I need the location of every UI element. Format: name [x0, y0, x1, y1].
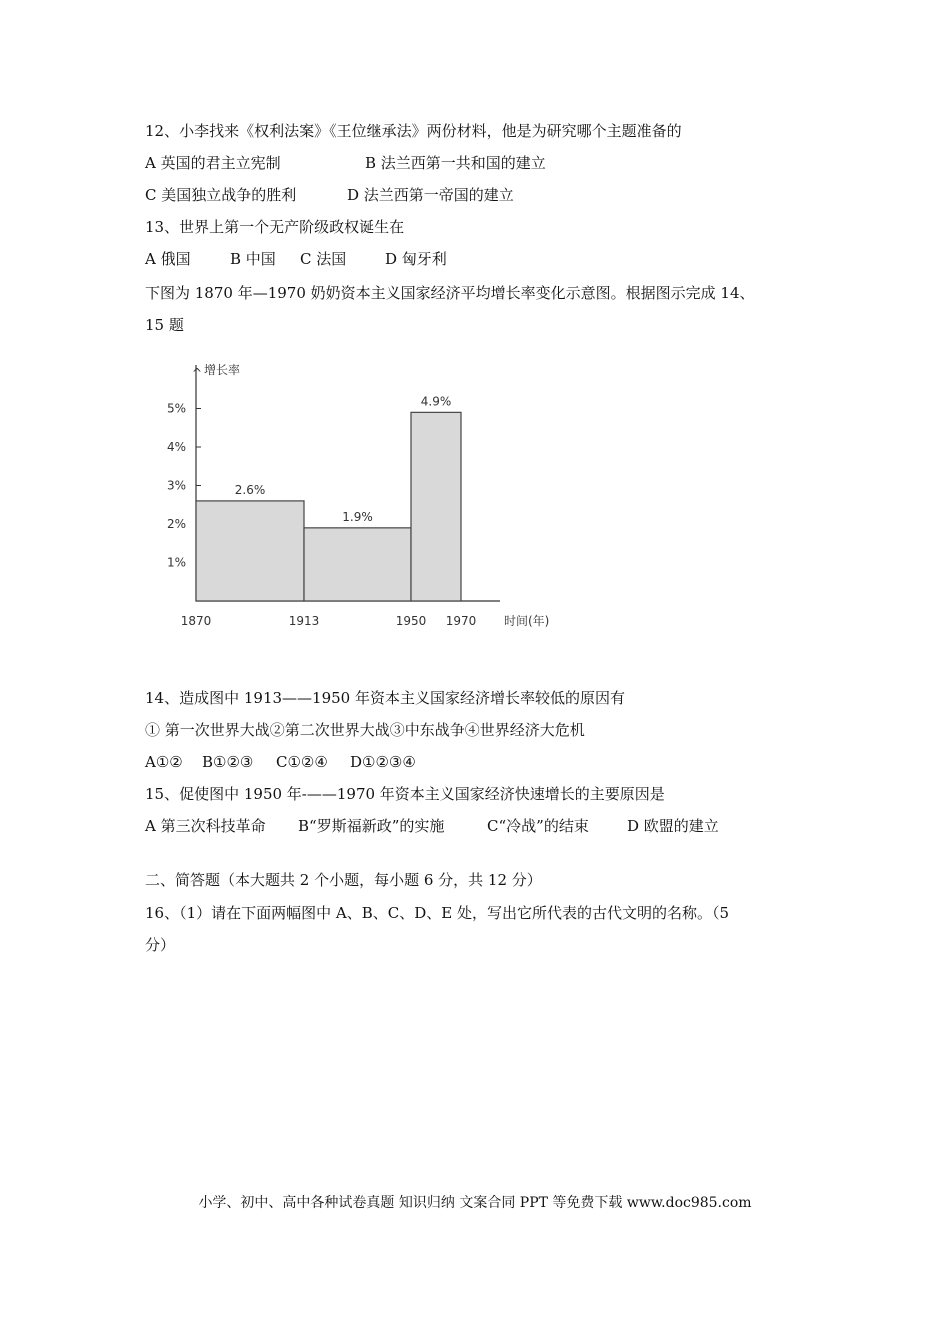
x-tick-label: 1970	[445, 614, 477, 628]
q15-option-b: B“罗斯福新政”的实施	[298, 817, 445, 835]
q12-option-d: D 法兰西第一帝国的建立	[347, 186, 514, 204]
y-tick-label: 3%	[166, 478, 186, 493]
q12-option-b: B 法兰西第一共和国的建立	[365, 154, 546, 172]
q13-stem: 13、世界上第一个无产阶级政权诞生在	[145, 218, 405, 236]
growth-rate-chart	[140, 355, 580, 645]
x-tick-label: 1950	[395, 614, 427, 628]
y-axis-arrow: ^	[192, 366, 203, 380]
chart-intro-line1: 下图为 1870 年—1970 奶奶资本主义国家经济平均增长率变化示意图。根据图示完成 14、	[145, 284, 755, 302]
q16-line2: 分）	[145, 936, 176, 954]
q15-option-a: A 第三次科技革命	[145, 817, 266, 835]
bar	[411, 412, 461, 601]
x-tick-label: 1913	[288, 614, 320, 628]
bar-value-label: 1.9%	[342, 509, 373, 524]
y-axis-label: 增长率	[204, 363, 241, 377]
q15-option-c: C“冷战”的结束	[487, 817, 589, 835]
page-footer: 小学、初中、高中各种试卷真题 知识归纳 文案合同 PPT 等免费下载 www.doc985.com	[198, 1195, 752, 1211]
bar-value-label: 2.6%	[234, 482, 266, 497]
q14-option-d: D①②③④	[350, 753, 416, 771]
q13-option-c: C 法国	[300, 250, 347, 268]
q13-option-d: D 匈牙利	[385, 250, 447, 268]
x-tick-label: 1870	[180, 614, 212, 628]
q12-option-a: A 英国的君主立宪制	[145, 154, 281, 172]
q15-option-d: D 欧盟的建立	[627, 817, 719, 835]
chart-intro-line2: 15 题	[145, 316, 184, 334]
q14-choices: ① 第一次世界大战②第二次世界大战③中东战争④世界经济大危机	[145, 721, 585, 739]
section-2-heading: 二、简答题（本大题共 2 个小题，每小题 6 分，共 12 分）	[145, 871, 542, 889]
x-axis-label: 时间(年)	[504, 614, 550, 628]
bar	[196, 501, 304, 601]
y-tick-label: 4%	[166, 440, 186, 454]
q15-stem: 15、促使图中 1950 年-——1970 年资本主义国家经济快速增长的主要原因是	[145, 785, 665, 803]
q12-stem: 12、小李找来《权利法案》《王位继承法》两份材料，他是为研究哪个主题准备的	[145, 122, 682, 140]
q14-stem: 14、造成图中 1913——1950 年资本主义国家经济增长率较低的原因有	[145, 689, 625, 707]
bar-value-label: 4.9%	[420, 394, 452, 409]
q12-option-c: C 美国独立战争的胜利	[145, 186, 297, 204]
q13-option-b: B 中国	[230, 250, 276, 268]
q14-option-a: A①②	[145, 753, 183, 771]
bar	[304, 528, 411, 601]
q14-option-b: B①②③	[202, 753, 254, 771]
y-tick-label: 1%	[166, 555, 186, 570]
y-tick-label: 5%	[166, 401, 186, 416]
q14-option-c: C①②④	[276, 753, 328, 771]
q13-option-a: A 俄国	[145, 250, 191, 268]
y-tick-label: 2%	[166, 517, 186, 531]
q16-line1: 16、（1）请在下面两幅图中 A、B、C、D、E 处，写出它所代表的古代文明的名称。（5	[145, 904, 730, 922]
